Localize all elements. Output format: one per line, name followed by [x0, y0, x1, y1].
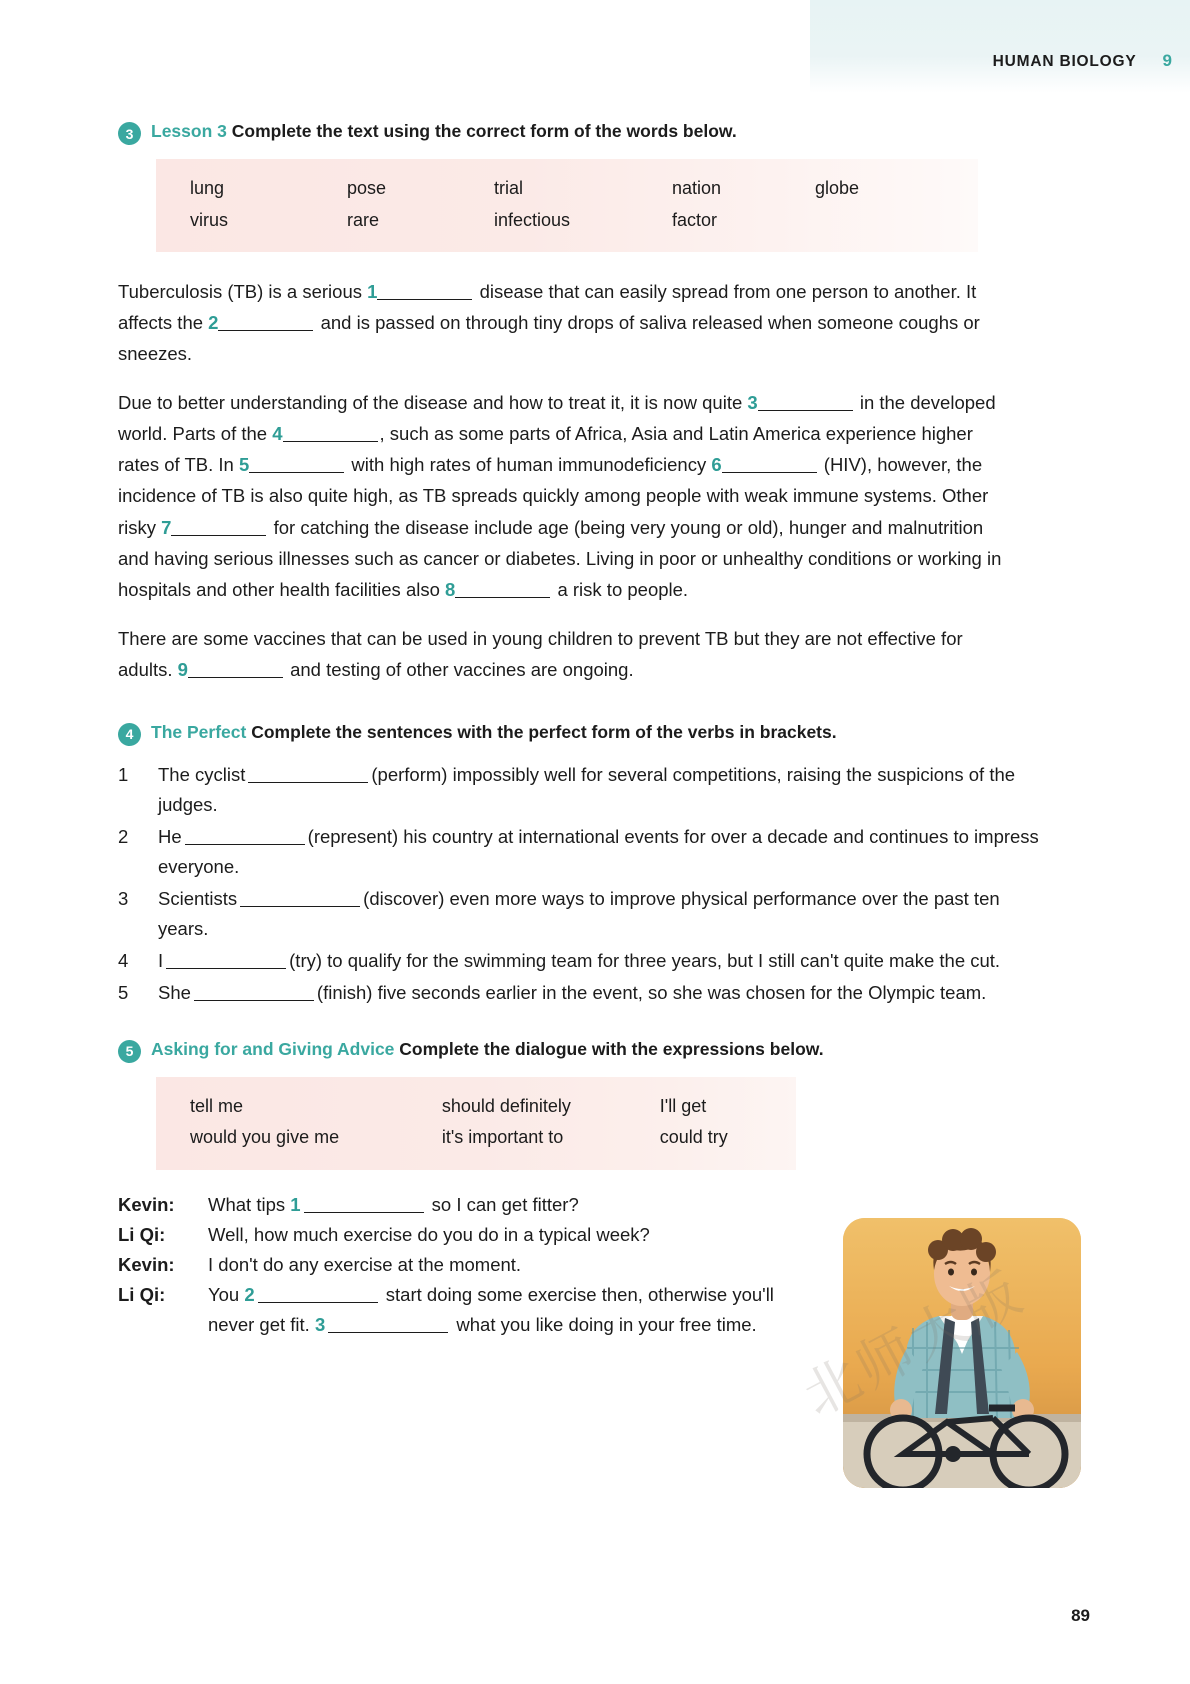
- blank-marker: 1: [367, 281, 378, 302]
- dialogue-text: [208, 1190, 808, 1220]
- text-segment: and is passed on through tiny drops of saliva released when someone coughs or sneezes.: [118, 312, 980, 365]
- text-segment: You: [208, 1283, 245, 1305]
- wordbank-word: I'll get: [659, 1095, 707, 1116]
- text-segment: Due to better understanding of the disease and how to treat it, it is now quite: [118, 392, 748, 414]
- answer-blank[interactable]: [377, 299, 472, 300]
- blank-marker: 7: [161, 516, 172, 538]
- item-index: 3: [118, 887, 129, 909]
- answer-blank[interactable]: [218, 330, 313, 331]
- header-title: HUMAN BIOLOGY: [992, 53, 1137, 70]
- answer-blank[interactable]: [258, 1302, 378, 1303]
- dialogue-text: I don't do any exercise at the moment.: [208, 1253, 522, 1275]
- blank-marker: 9: [177, 658, 188, 680]
- list-item: [118, 946, 1090, 976]
- exercise-5-instruction: Complete the dialogue with the expressions below.: [399, 1038, 824, 1059]
- wordbank-word: [815, 205, 935, 237]
- text-segment: (finish) five seconds earlier in the event, so she was chosen for the Olympic team.: [316, 981, 987, 1003]
- answer-blank[interactable]: [194, 1000, 314, 1001]
- wordbank-word: factor: [672, 209, 718, 230]
- exercise-5-heading: [118, 1038, 1090, 1063]
- text-segment: so I can get fitter?: [426, 1193, 579, 1215]
- list-item: [118, 760, 1090, 820]
- blank-marker: 1: [290, 1193, 301, 1215]
- text-segment: She: [158, 981, 191, 1003]
- speaker-name: Li Qi:: [118, 1223, 166, 1245]
- exercise-4-instruction: Complete the sentences with the perfect form of the verbs in brackets.: [251, 721, 837, 742]
- text-segment: (try) to qualify for the swimming team for three years, but I still can't quite make the cut.: [289, 949, 1001, 971]
- header-unit-number: 9: [1162, 51, 1172, 70]
- wordbank-word: infectious: [494, 209, 571, 230]
- answer-blank[interactable]: [249, 472, 344, 473]
- wordbank-word: rare: [347, 209, 380, 230]
- exercise-4-title: [151, 721, 837, 744]
- text-segment: (represent) his country at international events for over a decade and continues to impress everyone.: [158, 825, 1039, 877]
- wordbank-row: [190, 205, 958, 237]
- text-segment: with high rates of human immunodeficiency: [346, 454, 712, 476]
- answer-blank[interactable]: [455, 597, 550, 598]
- text-segment: What tips: [208, 1193, 291, 1215]
- list-item: [118, 822, 1090, 882]
- wordbank-word: could try: [659, 1127, 728, 1148]
- exercise-3-paragraph-1: [118, 276, 1003, 369]
- exercise-3-instruction: Complete the text using the correct form of the words below.: [231, 121, 737, 141]
- wordbank-word: pose: [347, 178, 387, 198]
- blank-marker: 2: [208, 312, 219, 334]
- page-number: 89: [1071, 1606, 1090, 1625]
- wordbank-word: should definitely: [441, 1095, 571, 1116]
- wordbank-row: [190, 1122, 776, 1154]
- list-item: [118, 884, 1090, 944]
- text-segment: Scientists: [158, 887, 238, 909]
- text-segment: Tuberculosis (TB) is a serious: [118, 281, 368, 302]
- text-segment: disease that can easily spread from one person to another. It affects the: [118, 281, 977, 334]
- answer-blank[interactable]: [304, 1212, 424, 1213]
- exercise-3-title: [151, 120, 737, 143]
- wordbank-row: [190, 1091, 776, 1123]
- exercise-5-number: 5: [118, 1040, 141, 1063]
- speaker-name: Kevin:: [118, 1193, 175, 1215]
- item-index: 5: [118, 981, 129, 1003]
- exercise-4-heading: [118, 721, 1090, 746]
- answer-blank[interactable]: [283, 441, 378, 442]
- wordbank-word: would you give me: [190, 1127, 340, 1148]
- answer-blank[interactable]: [328, 1332, 448, 1333]
- text-segment: (perform) impossibly well for several competitions, raising the suspicions of the judges.: [158, 763, 1016, 815]
- text-segment: , such as some parts of Africa, Asia and Latin America experience higher rates of TB. In: [118, 423, 973, 476]
- item-body: [158, 822, 1048, 882]
- exercise-3-wordbank: [156, 159, 978, 252]
- text-segment: There are some vaccines that can be used in young children to prevent TB but they are not effective for adults.: [118, 627, 963, 680]
- list-item: [118, 978, 1090, 1008]
- wordbank-word: virus: [190, 209, 229, 230]
- item-body: [158, 978, 1048, 1008]
- exercise-5-label: Asking for and Giving Advice: [151, 1038, 395, 1059]
- text-segment: (HIV), however, the incidence of TB is also quite high, as TB spreads quickly among people with weak immune systems. Other risky: [118, 454, 989, 538]
- text-segment: a risk to people.: [552, 578, 689, 600]
- wordbank-word: trial: [494, 178, 524, 198]
- item-index: 1: [118, 763, 129, 785]
- wordbank-word: nation: [672, 178, 722, 198]
- wordbank-word: it's important to: [441, 1127, 564, 1148]
- dialogue-text: Well, how much exercise do you do in a typical week?: [208, 1223, 650, 1245]
- dialogue-line: [118, 1190, 1090, 1220]
- exercise-4-number: 4: [118, 723, 141, 746]
- answer-blank[interactable]: [722, 472, 817, 473]
- exercise-3-heading: [118, 120, 1090, 145]
- text-segment: what you like doing in your free time.: [451, 1313, 757, 1335]
- wordbank-word: lung: [190, 178, 225, 198]
- blank-marker: 6: [711, 454, 722, 476]
- answer-blank[interactable]: [188, 677, 283, 678]
- exercise-3-label: Lesson 3: [151, 121, 227, 141]
- photo-man-with-bicycle: [843, 1218, 1081, 1488]
- blank-marker: 3: [314, 1313, 326, 1335]
- answer-blank[interactable]: [248, 782, 368, 783]
- blank-marker: 8: [445, 578, 456, 600]
- exercise-4-list: [118, 760, 1090, 1008]
- text-segment: The cyclist: [158, 763, 246, 785]
- text-segment: in the developed world. Parts of the: [118, 392, 996, 445]
- exercise-5-title: [151, 1038, 824, 1061]
- blank-marker: 2: [244, 1283, 255, 1305]
- item-index: 2: [118, 825, 129, 847]
- answer-blank[interactable]: [171, 535, 266, 536]
- text-segment: start doing some exercise then, otherwise you'll never get fit.: [208, 1283, 774, 1335]
- blank-marker: 4: [272, 423, 283, 445]
- exercise-5-wordbank: [156, 1077, 796, 1170]
- dialogue-text: [208, 1280, 808, 1340]
- text-segment: I: [158, 949, 164, 971]
- wordbank-word: tell me: [190, 1095, 244, 1116]
- speaker-name: Kevin:: [118, 1253, 175, 1275]
- exercise-3-number: 3: [118, 122, 141, 145]
- text-segment: He: [158, 825, 182, 847]
- exercise-3-paragraph-3: [118, 623, 1003, 685]
- text-segment: (discover) even more ways to improve physical performance over the past ten years.: [158, 887, 1000, 939]
- text-segment: and testing of other vaccines are ongoing.: [284, 658, 634, 680]
- blank-marker: 3: [747, 392, 758, 414]
- exercise-3-paragraph-2: [118, 387, 1003, 605]
- wordbank-row: [190, 173, 958, 205]
- item-body: [158, 884, 1048, 944]
- answer-blank[interactable]: [185, 844, 305, 845]
- exercise-4-label: The Perfect: [151, 721, 247, 742]
- speaker-name: Li Qi:: [118, 1283, 166, 1305]
- item-index: 4: [118, 949, 129, 971]
- blank-marker: 5: [239, 454, 250, 476]
- answer-blank[interactable]: [240, 906, 360, 907]
- answer-blank[interactable]: [758, 410, 853, 411]
- item-body: [158, 760, 1048, 820]
- wordbank-word: globe: [815, 178, 860, 198]
- answer-blank[interactable]: [166, 968, 286, 969]
- item-body: [158, 946, 1048, 976]
- text-segment: for catching the disease include age (being very young or old), hunger and malnutrition and having serious illnesses such as cancer or diabetes. Living in poor or unhealthy conditions or working in hospitals and other health facilities also: [118, 516, 1002, 600]
